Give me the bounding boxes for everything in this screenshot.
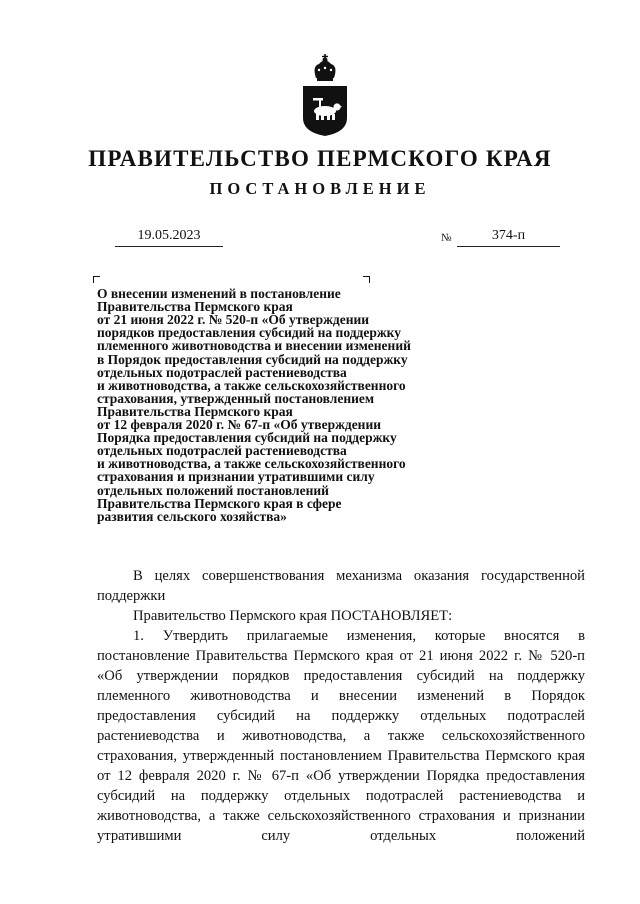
subject-line: отдельных подотраслей растениеводства	[97, 364, 347, 380]
document-body	[97, 566, 585, 846]
subject-line: от 12 февраля 2020 г. № 67-п «Об утверждении	[97, 417, 382, 433]
subject-line: отдельных положений постановлений	[97, 482, 329, 498]
subject-line: Правительства Пермского края	[97, 403, 293, 419]
document-subject	[97, 274, 497, 523]
subject-line: в Порядок предоставления субсидий на поддержку	[97, 351, 408, 367]
subject-line: племенного животноводства и внесении изменений	[97, 338, 411, 354]
government-title: ПРАВИТЕЛЬСТВО ПЕРМСКОГО КРАЯ	[88, 146, 552, 171]
crown-icon	[315, 54, 336, 81]
subject-line: и животноводства, а также сельскохозяйственного	[97, 377, 406, 393]
subject-line: Порядка предоставления субсидий на поддержку	[97, 430, 397, 446]
subject-line: развития сельского хозяйства»	[97, 508, 287, 524]
subject-line: Правительства Пермского края	[97, 299, 293, 315]
number-sign: №	[441, 232, 452, 244]
subject-line: порядков предоставления субсидий на поддержку	[97, 325, 401, 341]
document-number: 374-п	[457, 226, 560, 247]
body-paragraph-item-1: 1. Утвердить прилагаемые изменения, которые вносятся в постановление Правительства Пермского края от 21 июня 2022 г. № 520-п «Об утверждении порядков предоставления субсидий на поддержку племенного животноводства и внесении изменений в Порядок предоставления субсидий на поддержку отдельных подотраслей растениеводства и животноводства, а также сельскохозяйственного страхования, утвержденный постановлением Правительства Пермского края от 12 февраля 2020 г. № 67-п «Об утверждении Порядка предоставления субсидий на поддержку отдельных подотраслей растениеводства и животноводства, а также сельскохозяйственного страхования и признании утратившими силу отдельных положений	[97, 628, 585, 844]
subject-line: страхования, утвержденный постановлением	[97, 390, 375, 406]
subject-line: отдельных подотраслей растениеводства	[97, 443, 347, 459]
document-type: ПОСТАНОВЛЕНИЕ	[209, 179, 431, 198]
perm-krai-coat-of-arms-icon	[299, 52, 351, 138]
subject-line: и животноводства, а также сельскохозяйственного	[97, 456, 406, 472]
subject-line: Правительства Пермского края в сфере	[97, 495, 342, 511]
document-date: 19.05.2023	[115, 226, 223, 247]
subject-line: от 21 июня 2022 г. № 520-п «Об утверждении	[97, 312, 370, 328]
body-paragraph-resolves: Правительство Пермского края ПОСТАНОВЛЯЕТ:	[133, 608, 453, 624]
subject-line: О внесении изменений в постановление	[97, 286, 341, 302]
body-paragraph-purpose: В целях совершенствования механизма оказания государственной поддержки	[97, 568, 585, 604]
subject-line: страхования и признании утратившими силу	[97, 469, 375, 485]
